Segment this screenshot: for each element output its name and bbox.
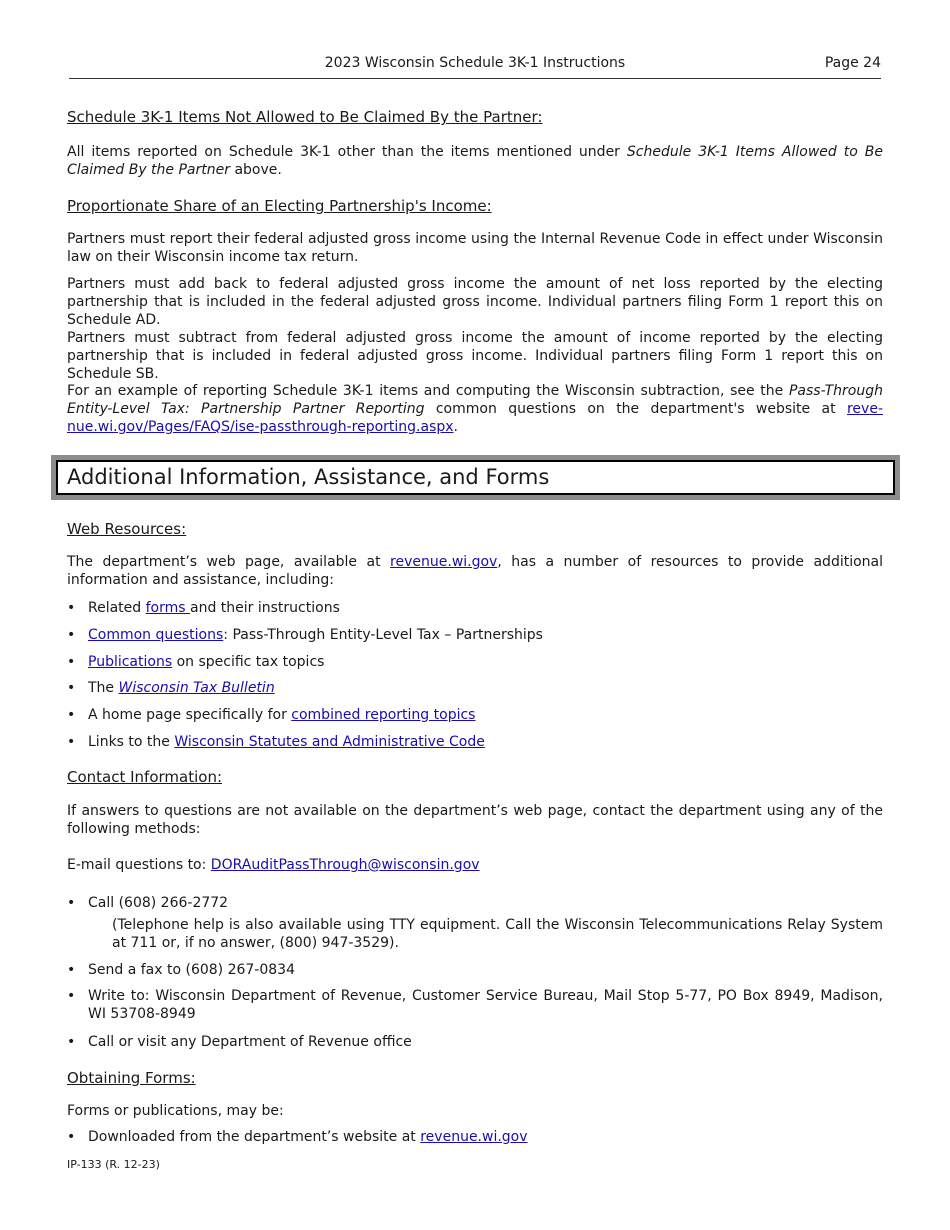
bullet-icon: •	[67, 988, 76, 1004]
section-heading-web-resources: Web Resources:	[67, 520, 187, 538]
paragraph-proportionate-2: Partners must add back to federal adjusted gross income the amount of net loss reported by the electing partnership that is included in the federal adjusted gross income. Individual partners filing Form 1 report this on Schedule AD.	[67, 276, 883, 328]
bullet-icon: •	[67, 962, 76, 978]
text: : Pass-Through Entity-Level Tax – Partnerships	[223, 627, 543, 643]
statutes-link[interactable]: Wisconsin Statutes and Administrative Code	[174, 734, 485, 750]
tty-note: (Telephone help is also available using TTY equipment. Call the Wisconsin Telecommunications Relay System at 711 or, if no answer, (800) 947-3529).	[112, 917, 883, 951]
paragraph-proportionate-3: Partners must subtract from federal adjusted gross income the amount of income reported by the electing partnership that is included in federal adjusted gross income. Individual partners filing Form 1 report this on Schedule SB.	[67, 330, 883, 382]
combined-reporting-link[interactable]: combined reporting topics	[291, 707, 476, 723]
text: All items reported on Schedule 3K-1 other than the items mentioned under	[67, 144, 627, 160]
section-heading-forms: Obtaining Forms:	[67, 1069, 196, 1087]
text: A home page specifically for	[88, 707, 292, 723]
email-line	[67, 856, 883, 874]
text: and their instructions	[190, 600, 340, 616]
banner-title: Additional Information, Assistance, and Forms	[56, 460, 895, 495]
text: on specific tax topics	[172, 654, 325, 670]
emphasis-text: Schedule 3K-1 Items Allowed to Be Claimed By the Partner	[67, 144, 884, 178]
text: common questions on the department's website at	[424, 401, 847, 417]
bullet-icon: •	[67, 600, 76, 616]
text: E-mail questions to:	[67, 857, 211, 873]
bullet-icon: •	[67, 627, 76, 643]
write-text: Write to: Wisconsin Department of Revenue, Customer Service Bureau, Mail Stop 5-77, PO Box 8949, Madison, WI 53708-8949	[88, 988, 883, 1022]
section-heading-contact: Contact Information:	[67, 768, 223, 786]
paragraph-not-allowed	[67, 143, 883, 179]
email-link[interactable]: DORAuditPassThrough@wisconsin.gov	[210, 857, 480, 873]
faq-passthrough-link[interactable]: reve-nue.wi.gov/Pages/FAQS/ise-passthrough-reporting.aspx	[67, 401, 883, 435]
page-header	[69, 54, 881, 79]
document-title: 2023 Wisconsin Schedule 3K-1 Instructions	[324, 55, 626, 71]
text: above.	[230, 162, 282, 178]
bullet-icon: •	[67, 654, 76, 670]
bullet-icon: •	[67, 680, 76, 696]
text: For an example of reporting Schedule 3K-1 items and computing the Wisconsin subtraction, see the	[67, 383, 789, 399]
text: The department’s web page, available at	[67, 554, 391, 570]
paragraph-contact-intro: If answers to questions are not available on the department’s web page, contact the department using any of the following methods:	[67, 803, 883, 837]
bullet-icon: •	[67, 1034, 76, 1050]
paragraph-proportionate-4	[67, 382, 883, 436]
bullet-icon: •	[67, 895, 76, 911]
form-code: IP-133 (R. 12-23)	[67, 1158, 160, 1171]
section-banner	[51, 455, 900, 500]
page-number: Page 24	[824, 55, 881, 71]
tax-bulletin-link[interactable]: Wisconsin Tax Bulletin	[118, 680, 275, 696]
section-heading-proportionate: Proportionate Share of an Electing Partnership's Income:	[67, 197, 492, 215]
paragraph-proportionate-1: Partners must report their federal adjusted gross income using the Internal Revenue Code in effect under Wisconsin law on their Wisconsin income tax return.	[67, 231, 883, 265]
text: Links to the	[88, 734, 175, 750]
revenue-site-link[interactable]: revenue.wi.gov	[420, 1129, 528, 1145]
bullet-icon: •	[67, 734, 76, 750]
paragraph-web-intro	[67, 553, 883, 589]
emphasis-text: Pass-Through Entity-Level Tax: Partnership Partner Reporting	[67, 383, 883, 417]
common-questions-link[interactable]: Common questions	[88, 627, 224, 643]
publications-link[interactable]: Publications	[88, 654, 173, 670]
text: .	[453, 419, 458, 435]
revenue-site-link[interactable]: revenue.wi.gov	[390, 554, 498, 570]
section-heading-not-allowed: Schedule 3K-1 Items Not Allowed to Be Claimed By the Partner:	[67, 108, 543, 126]
text: , has a number of resources to provide additional information and assistance, including:	[67, 554, 884, 588]
bullet-icon: •	[67, 1129, 76, 1145]
bullet-icon: •	[67, 707, 76, 723]
text: Downloaded from the department’s website at	[88, 1129, 421, 1145]
visit-text: Call or visit any Department of Revenue office	[88, 1034, 412, 1050]
fax-text: Send a fax to (608) 267-0834	[88, 962, 295, 978]
paragraph-forms-intro: Forms or publications, may be:	[67, 1103, 284, 1119]
forms-link[interactable]: forms	[145, 600, 191, 616]
text: Related	[88, 600, 146, 616]
text: The	[88, 680, 119, 696]
call-text: Call (608) 266-2772	[88, 895, 229, 911]
